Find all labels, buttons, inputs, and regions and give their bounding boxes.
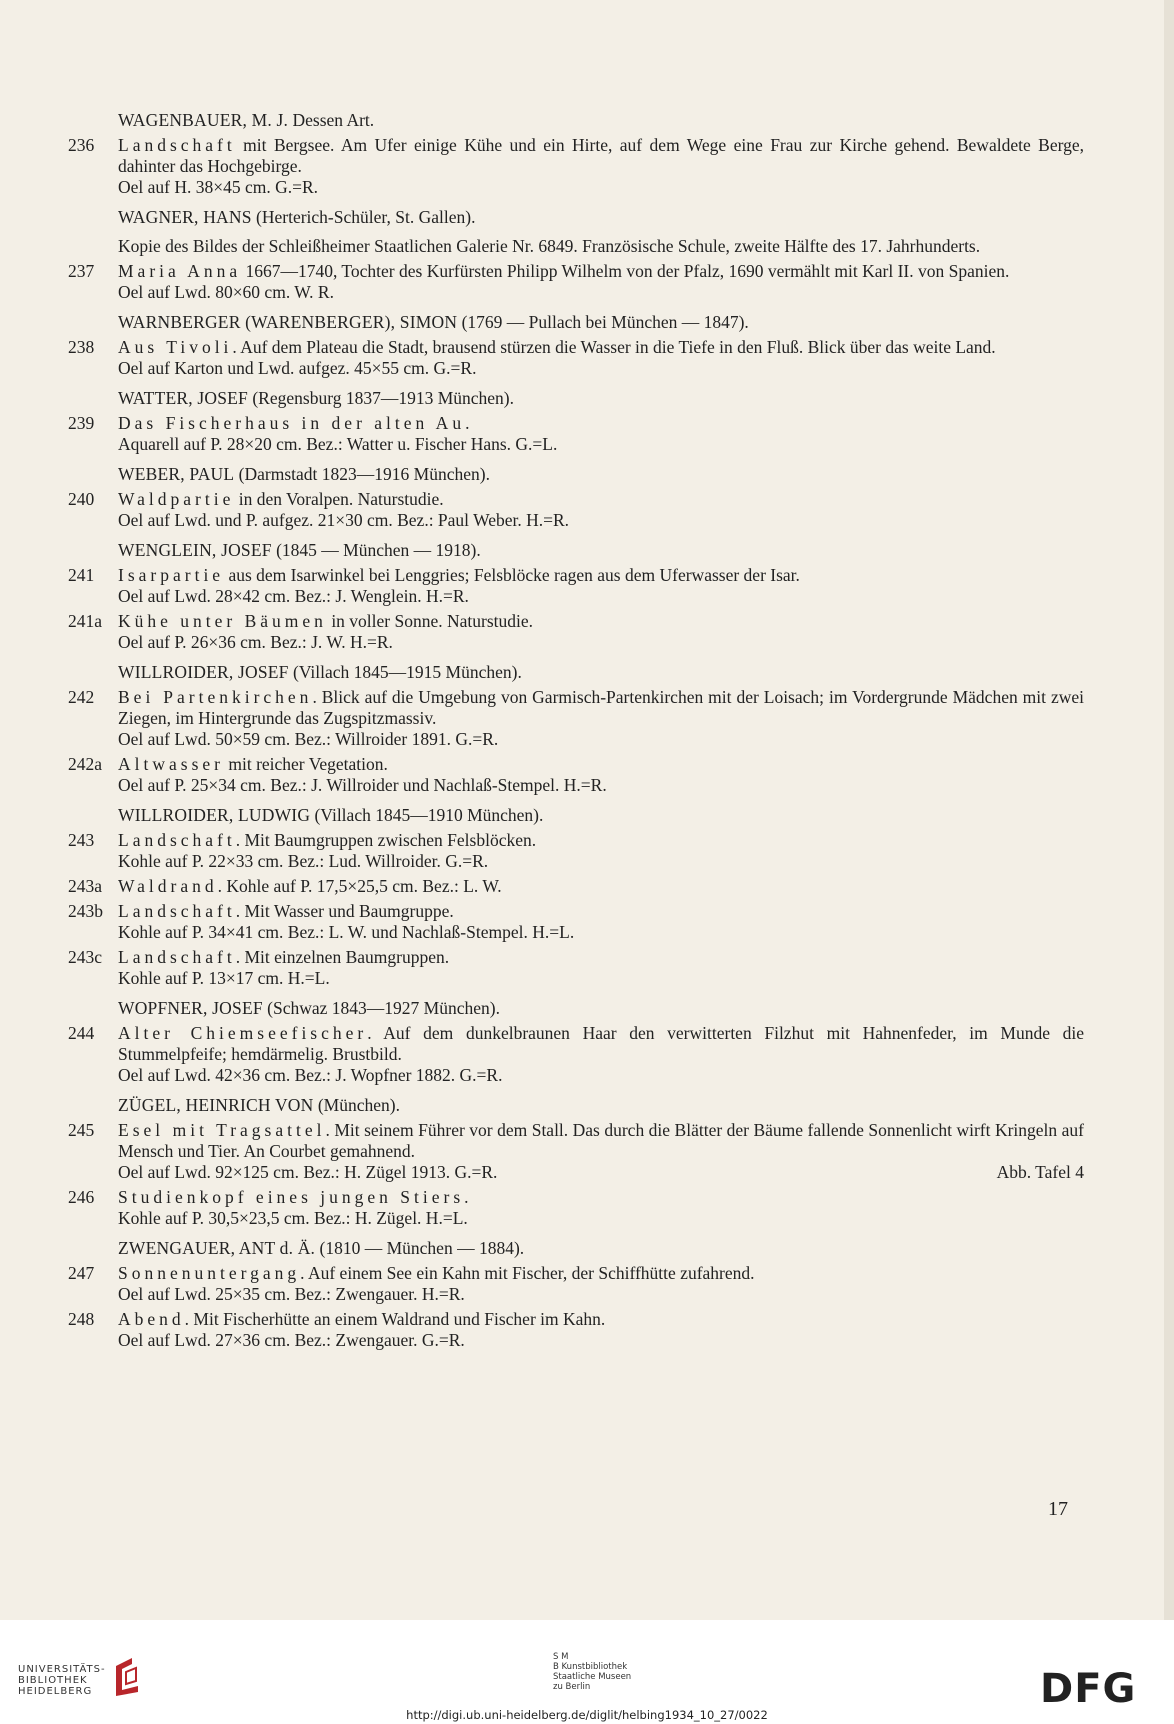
entry-title: Altwasser [118, 754, 224, 774]
entry-title: Kühe unter Bäumen [118, 611, 327, 631]
entry-body [118, 489, 1084, 531]
catalog-entry [68, 565, 1084, 607]
entry-body [118, 413, 1084, 455]
page-edge [1164, 0, 1174, 1620]
artist-heading [68, 110, 1084, 131]
entry-body [118, 337, 1084, 379]
entry-number: 243b [68, 901, 103, 921]
entry-technique: Oel auf H. 38×45 cm. G.=R. [118, 177, 319, 197]
entry-text: mit Bergsee. Am Ufer einige Kühe und ein Hirte, auf dem Wege eine Frau zur Kirche gehend. Bewaldete Berge, dahinter das Hochgebirge. [118, 135, 1084, 176]
artist-name: WILLROIDER, LUDWIG [118, 805, 311, 825]
entry-technique: Oel auf Lwd. 28×42 cm. Bez.: J. Wenglein. H.=R. [118, 586, 469, 606]
entry-body [118, 947, 1084, 989]
artist-info: (1769 — Pullach bei München — 1847). [457, 312, 749, 332]
artist-name: WENGLEIN, JOSEF [118, 540, 272, 560]
entry-body [118, 1187, 1084, 1229]
entry-number: 243c [68, 947, 103, 967]
catalog-entry [68, 413, 1084, 455]
footer [0, 1620, 1174, 1724]
entry-number: 241a [68, 611, 103, 631]
entry-technique: Oel auf Lwd. 27×36 cm. Bez.: Zwengauer. G.=R. [118, 1330, 465, 1350]
artist-name: ZWENGAUER, ANT d. Ä. [118, 1238, 316, 1258]
entry-body [118, 901, 1084, 943]
artist-name: WOPFNER, JOSEF [118, 998, 263, 1018]
artist-heading [68, 1238, 1084, 1259]
entry-description [118, 337, 1084, 358]
entry-number: 239 [68, 413, 95, 433]
entry-description [118, 261, 1084, 282]
library-line: BIBLIOTHEK [18, 1675, 88, 1686]
entry-description [118, 901, 1084, 922]
entry-number: 236 [68, 135, 95, 155]
dfg-logo: DFG [1040, 1666, 1137, 1712]
entry-technique: Oel auf Lwd. 80×60 cm. W. R. [118, 282, 334, 302]
entry-title: Studienkopf eines jungen Stiers [118, 1187, 465, 1207]
entry-title: Esel mit Tragsattel [118, 1120, 326, 1140]
entry-description [118, 1309, 1084, 1330]
entry-number: 240 [68, 489, 95, 509]
entry-number: 246 [68, 1187, 95, 1207]
entry-title: Das Fischerhaus in der alten Au [118, 413, 466, 433]
entry-text: . Auf dem dunkelbraunen Haar den verwitterten Filzhut mit Hahnenfeder, im Munde die Stummelpfeife; hemdärmelig. Brustbild. [118, 1023, 1084, 1064]
catalog-entry [68, 1263, 1084, 1305]
entry-body [118, 565, 1084, 607]
entry-technique-row [118, 1162, 1084, 1183]
catalog-entry [68, 337, 1084, 379]
artist-info: (Regensburg 1837—1913 München). [247, 388, 515, 408]
sm-line: zu Berlin [553, 1682, 591, 1692]
entry-body [118, 1120, 1084, 1183]
entry-body [118, 1263, 1084, 1305]
catalog-content [68, 110, 1084, 1351]
entry-technique: Kohle auf P. 34×41 cm. Bez.: L. W. und Nachlaß-Stempel. H.=L. [118, 922, 575, 942]
entry-title: Waldpartie [118, 489, 235, 509]
sm-line: Staatliche Museen [553, 1672, 632, 1682]
entry-text: . Mit einzelnen Baumgruppen. [235, 947, 450, 967]
entry-title: Landschaft [118, 947, 236, 967]
plate-reference: Abb. Tafel 4 [996, 1162, 1084, 1182]
artist-name: WAGENBAUER, M. J. [118, 110, 289, 130]
entry-title: Landschaft [118, 135, 236, 155]
entry-number: 248 [68, 1309, 95, 1329]
entry-technique: Aquarell auf P. 28×20 cm. Bez.: Watter u. Fischer Hans. G.=L. [118, 434, 558, 454]
entry-text: . Mit Fischerhütte an einem Waldrand und Fischer im Kahn. [184, 1309, 606, 1329]
entry-description [118, 489, 1084, 510]
catalog-entry [68, 876, 1084, 897]
artist-name: WATTER, JOSEF [118, 388, 248, 408]
entry-text: . Mit Wasser und Baumgruppe. [235, 901, 454, 921]
entry-text: 1667—1740, Tochter des Kurfürsten Philipp Wilhelm von der Pfalz, 1690 vermählt mit Karl II. von Spanien. [241, 261, 1010, 281]
catalog-entry [68, 901, 1084, 943]
entry-text: . [464, 1187, 469, 1207]
artist-heading [68, 662, 1084, 683]
catalog-entry [68, 1309, 1084, 1351]
entry-title: Bei Partenkirchen [118, 687, 313, 707]
catalog-entry [68, 1023, 1084, 1086]
artist-heading [68, 312, 1084, 333]
catalog-entry [68, 489, 1084, 531]
artist-info: Dessen Art. [288, 110, 375, 130]
artist-info: (Villach 1845—1910 München). [310, 805, 544, 825]
entry-body [118, 261, 1084, 303]
entry-text: mit reicher Vegetation. [223, 754, 388, 774]
entry-technique: Oel auf Lwd. 25×35 cm. Bez.: Zwengauer. H.=R. [118, 1284, 465, 1304]
entry-text: . Auf einem See ein Kahn mit Fischer, der Schiffhütte zufahrend. [300, 1263, 755, 1283]
artist-info: (Villach 1845—1915 München). [288, 662, 522, 682]
entry-title: Abend [118, 1309, 185, 1329]
entry-number: 241 [68, 565, 95, 585]
entry-number: 238 [68, 337, 95, 357]
catalog-entry [68, 1187, 1084, 1229]
catalog-entry [68, 947, 1084, 989]
artist-heading [68, 540, 1084, 561]
catalog-entry [68, 754, 1084, 796]
artist-info: (1810 — München — 1884). [315, 1238, 525, 1258]
entry-number: 242a [68, 754, 103, 774]
library-line: UNIVERSITÄTS- [18, 1664, 106, 1675]
entry-body [118, 754, 1084, 796]
artist-name: WAGNER, HANS [118, 207, 252, 227]
entry-number: 242 [68, 687, 95, 707]
artist-heading [68, 998, 1084, 1019]
artist-info: (Darmstadt 1823—1916 München). [234, 464, 490, 484]
entry-body [118, 611, 1084, 653]
entry-description [118, 830, 1084, 851]
artist-info: (München). [313, 1095, 400, 1115]
library-line: HEIDELBERG [18, 1686, 93, 1697]
artist-name: ZÜGEL, HEINRICH VON [118, 1095, 314, 1115]
entry-title: Maria Anna [118, 261, 242, 281]
artist-name: WARNBERGER (WARENBERGER), SIMON [118, 312, 458, 332]
entry-body [118, 687, 1084, 750]
entry-description [118, 135, 1084, 177]
entry-number: 243 [68, 830, 95, 850]
artist-heading [68, 805, 1084, 826]
entry-technique: Kohle auf P. 13×17 cm. H.=L. [118, 968, 330, 988]
catalog-entry [68, 135, 1084, 198]
entry-technique: Oel auf P. 25×34 cm. Bez.: J. Willroider und Nachlaß-Stempel. H.=R. [118, 775, 607, 795]
entry-description [118, 1120, 1084, 1162]
catalog-entry [68, 687, 1084, 750]
entry-title: Landschaft [118, 901, 236, 921]
entry-title: Landschaft [118, 830, 236, 850]
artist-name: WILLROIDER, JOSEF [118, 662, 289, 682]
entry-body [118, 876, 1084, 897]
entry-text: in den Voralpen. Naturstudie. [234, 489, 444, 509]
entry-body [118, 135, 1084, 198]
entry-number: 244 [68, 1023, 95, 1043]
entry-title: Alter Chiemseefischer [118, 1023, 368, 1043]
entry-technique: Oel auf Lwd. und P. aufgez. 21×30 cm. Bez.: Paul Weber. H.=R. [118, 510, 570, 530]
artist-heading [68, 1095, 1084, 1116]
catalog-entry [68, 611, 1084, 653]
entry-description [118, 611, 1084, 632]
entry-title: Aus Tivoli [118, 337, 233, 357]
entry-title: Isarpartie [118, 565, 225, 585]
artist-note: Kopie des Bildes der Schleißheimer Staatlichen Galerie Nr. 6849. Französische Schule, zweite Hälfte des 17. Jahrhunderts. [118, 236, 981, 256]
entry-number: 245 [68, 1120, 95, 1140]
entry-text: . Blick auf die Umgebung von Garmisch-Partenkirchen mit der Loisach; im Vordergrunde Mädchen mit zwei Ziegen, im Hintergrunde das Zugspitzmassiv. [118, 687, 1084, 728]
catalog-entry [68, 830, 1084, 872]
entry-number: 243a [68, 876, 103, 896]
entry-description [118, 1263, 1084, 1284]
entry-description [118, 876, 1084, 897]
entry-body [118, 1309, 1084, 1351]
entry-title: Waldrand [118, 876, 218, 896]
entry-text: . Kohle auf P. 17,5×25,5 cm. Bez.: L. W. [217, 876, 502, 896]
entry-text: . Auf dem Plateau die Stadt, brausend stürzen die Wasser in die Tiefe in den Fluß. Blick über das weite Land. [232, 337, 996, 357]
library-logo-text [18, 1664, 106, 1697]
entry-technique: Oel auf Lwd. 50×59 cm. Bez.: Willroider 1891. G.=R. [118, 729, 499, 749]
library-logo-icon [112, 1656, 142, 1700]
source-url[interactable]: http://digi.ub.uni-heidelberg.de/diglit/helbing1934_10_27/0022 [406, 1708, 768, 1722]
entry-technique: Oel auf Lwd. 42×36 cm. Bez.: J. Wopfner 1882. G.=R. [118, 1065, 503, 1085]
artist-info: (Herterich-Schüler, St. Gallen). [251, 207, 476, 227]
artist-info: (1845 — München — 1918). [271, 540, 481, 560]
sm-line: S M [553, 1652, 569, 1662]
entry-technique: Kohle auf P. 30,5×23,5 cm. Bez.: H. Zügel. H.=L. [118, 1208, 468, 1228]
page-number: 17 [1048, 1498, 1068, 1520]
artist-heading [68, 388, 1084, 409]
artist-name: WEBER, PAUL [118, 464, 235, 484]
entry-number: 237 [68, 261, 95, 281]
entry-technique: Kohle auf P. 22×33 cm. Bez.: Lud. Willroider. G.=R. [118, 851, 489, 871]
entry-title: Sonnenuntergang [118, 1263, 301, 1283]
entry-number: 247 [68, 1263, 95, 1283]
entry-description [118, 565, 1084, 586]
sm-logo [553, 1652, 631, 1692]
artist-info: (Schwaz 1843—1927 München). [262, 998, 500, 1018]
entry-text: in voller Sonne. Naturstudie. [326, 611, 534, 631]
entry-body [118, 1023, 1084, 1086]
catalog-entry [68, 1120, 1084, 1183]
entry-description [118, 1023, 1084, 1065]
entry-technique: Oel auf P. 26×36 cm. Bez.: J. W. H.=R. [118, 632, 393, 652]
entry-text: . Mit seinem Führer vor dem Stall. Das durch die Blätter der Bäume fallende Sonnenlicht wirft Kringeln auf Mensch und Tier. An Courbet gemahnend. [118, 1120, 1084, 1161]
entry-description [118, 1187, 1084, 1208]
entry-text: . Mit Baumgruppen zwischen Felsblöcken. [235, 830, 537, 850]
entry-text: . [465, 413, 470, 433]
artist-heading [68, 464, 1084, 485]
entry-text: aus dem Isarwinkel bei Lenggries; Felsblöcke ragen aus dem Uferwasser der Isar. [224, 565, 800, 585]
entry-description [118, 754, 1084, 775]
entry-technique: Oel auf Lwd. 92×125 cm. Bez.: H. Zügel 1913. G.=R. [118, 1162, 498, 1182]
entry-technique: Oel auf Karton und Lwd. aufgez. 45×55 cm. G.=R. [118, 358, 477, 378]
catalog-entry [68, 261, 1084, 303]
entry-body [118, 830, 1084, 872]
entry-description [118, 687, 1084, 729]
entry-description [118, 947, 1084, 968]
entry-description [118, 413, 1084, 434]
sm-line: B Kunstbibliothek [553, 1662, 628, 1672]
artist-heading [68, 207, 1084, 228]
